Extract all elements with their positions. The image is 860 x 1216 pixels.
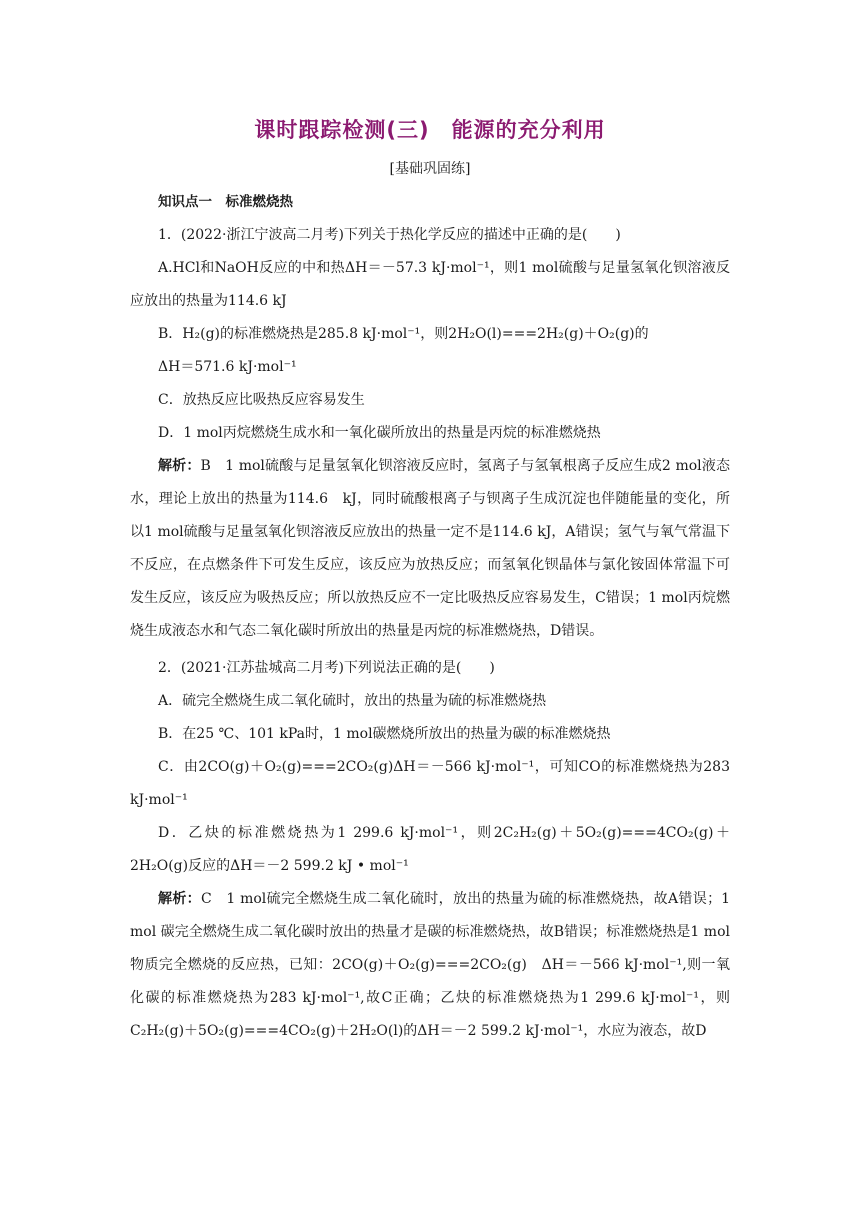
question-2-option-a: A．硫完全燃烧生成二氧化硫时，放出的热量为硫的标准燃烧热: [158, 693, 547, 709]
analysis-label: 解析：: [158, 458, 201, 474]
question-2-stem: 2．(2021·江苏盐城高二月考)下列说法正确的是( ): [158, 660, 495, 676]
question-1-option-d: D．1 mol丙烷燃烧生成水和一氧化碳所放出的热量是丙烷的标准燃烧热: [158, 425, 601, 441]
question-2-analysis: [130, 883, 730, 1048]
question-1-analysis: [130, 450, 730, 648]
question-1-option-b: B．H₂(g)的标准燃烧热是285.8 kJ·mol⁻¹，则2H₂O(l)===2H₂(g)＋O₂(g)的: [158, 326, 649, 342]
page-title: 课时跟踪检测(三) 能源的充分利用: [254, 118, 606, 142]
analysis-text: B 1 mol硫酸与足量氢氧化钡溶液反应时，氢离子与氢氧根离子反应生成2 mol液态水，理论上放出的热量为114.6 kJ，同时硫酸根离子与钡离子生成沉淀也伴随能量的变化，所以1 mol硫酸与足量氢氧化钡溶液反应放出的热量一定不是114.6 kJ，A错误；氢气与氧气常温下不反应，在点燃条件下可发生反应，该反应为放热反应；而氢氧化钡晶体与氯化铵固体常温下可发生反应，该反应为吸热反应；所以放热反应不一定比吸热反应容易发生，C错误；1 mol丙烷燃烧生成液态水和气态二氧化碳时所放出的热量是丙烷的标准燃烧热，D错误。: [130, 458, 730, 639]
page-subtitle: [基础巩固练]: [389, 161, 471, 177]
question-2-option-b: B．在25 ℃、101 kPa时，1 mol碳燃烧所放出的热量为碳的标准燃烧热: [158, 726, 611, 742]
document-body: [130, 186, 730, 1048]
section-heading: 知识点一 标准燃烧热: [158, 194, 293, 210]
question-1-option-c: C．放热反应比吸热反应容易发生: [158, 392, 365, 408]
question-1-option-a: A.HCl和NaOH反应的中和热ΔH＝－57.3 kJ·mol⁻¹，则1 mol硫酸与足量氢氧化钡溶液反应放出的热量为114.6 kJ: [130, 260, 730, 309]
analysis-text: C 1 mol硫完全燃烧生成二氧化硫时，放出的热量为硫的标准燃烧热，故A错误；1 mol 碳完全燃烧生成二氧化碳时放出的热量才是碳的标准燃烧热，故B错误；标准燃烧热是1 mol物质完全燃烧的反应热，已知：2CO(g)＋O₂(g)===2CO₂(g) ΔH＝－566 kJ·mol⁻¹,则一氧化碳的标准燃烧热为283 kJ·mol⁻¹,故C正确；乙炔的标准燃烧热为1 299.6 kJ·mol⁻¹，则C₂H₂(g)＋5O₂(g)===4CO₂(g)＋2H₂O(l)的ΔH＝－2 599.2 kJ·mol⁻¹，水应为液态，故D: [130, 891, 730, 1039]
question-1-option-b-cont: ΔH＝571.6 kJ·mol⁻¹: [158, 359, 297, 375]
question-2-option-c: C．由2CO(g)＋O₂(g)===2CO₂(g)ΔH＝－566 kJ·mol⁻¹，可知CO的标准燃烧热为283 kJ·mol⁻¹: [130, 759, 730, 808]
question-1-stem: 1．(2022·浙江宁波高二月考)下列关于热化学反应的描述中正确的是( ): [158, 227, 621, 243]
analysis-label: 解析：: [158, 891, 202, 907]
question-2-option-d: D．乙炔的标准燃烧热为1 299.6 kJ·mol⁻¹，则2C₂H₂(g)＋5O₂(g)===4CO₂(g)＋2H₂O(g)反应的ΔH＝－2 599.2 kJ • mol⁻¹: [130, 825, 730, 874]
